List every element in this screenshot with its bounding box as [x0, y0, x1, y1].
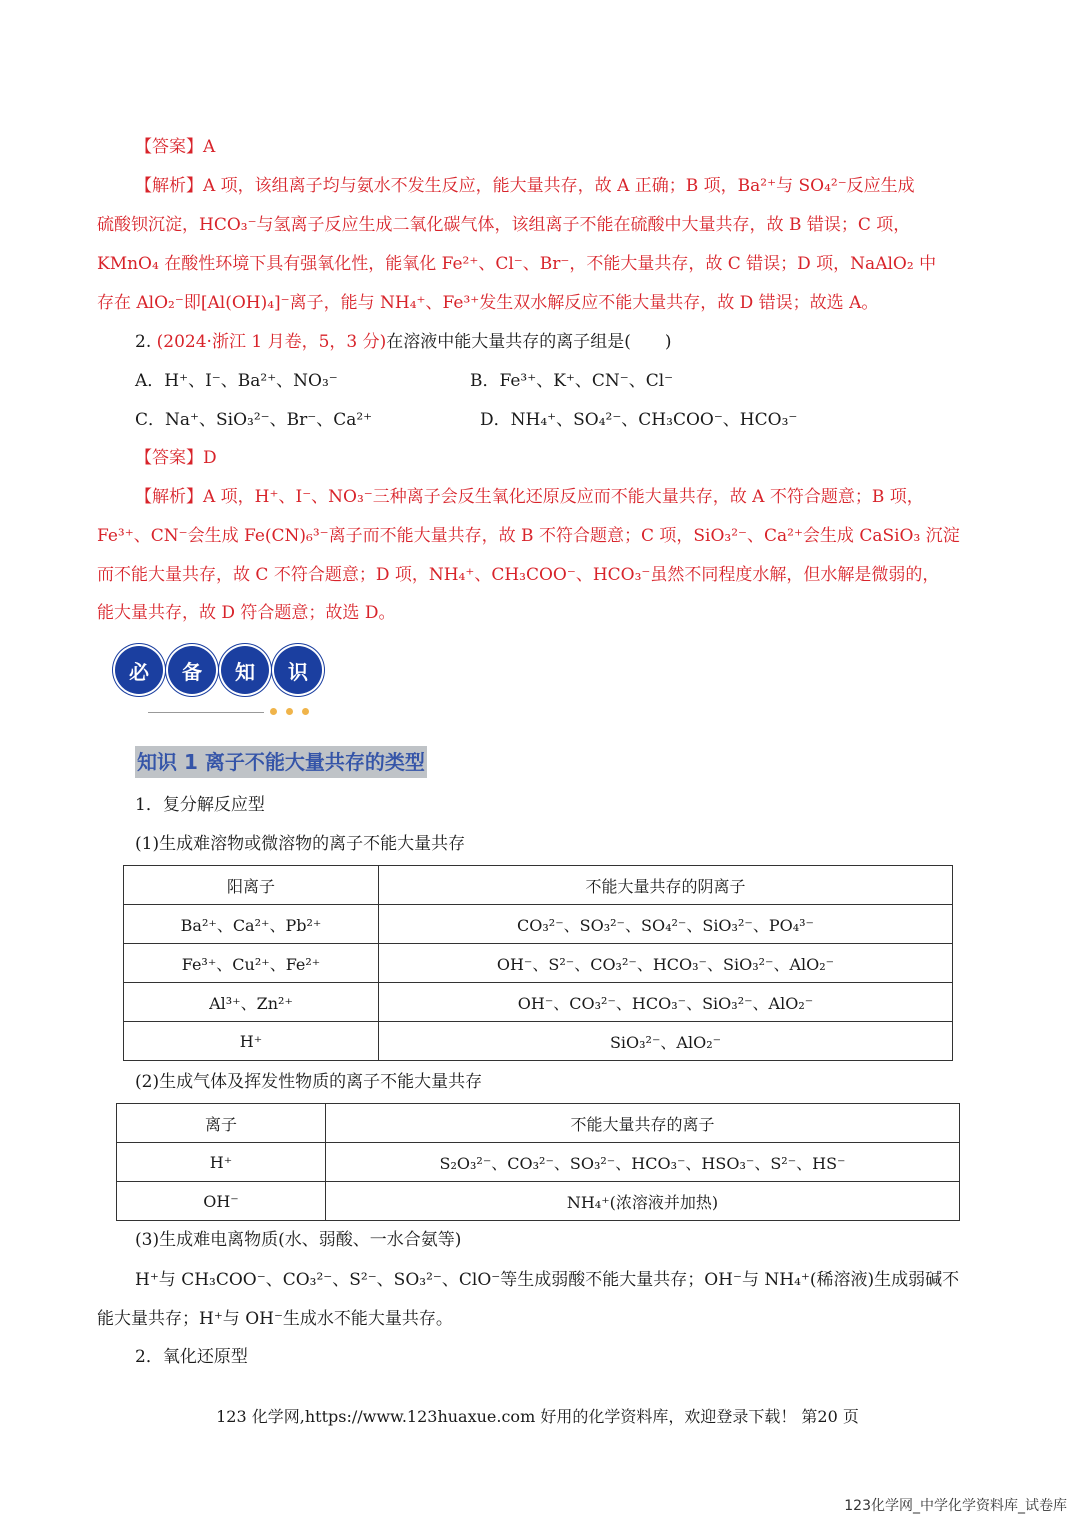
table-row	[117, 1182, 960, 1221]
option-c: C．Na⁺、SiO₃²⁻、Br⁻、Ca²⁺	[135, 410, 373, 430]
table-cell: H⁺	[124, 1022, 379, 1061]
badge-1: 必	[115, 646, 163, 694]
table-row	[124, 905, 953, 944]
option-d: D．NH₄⁺、SO₄²⁻、CH₃COO⁻、HCO₃⁻	[480, 410, 798, 430]
analysis-2-line-3: 而不能大量共存，故 C 不符合题意；D 项，NH₄⁺、CH₃COO⁻、HCO₃⁻虽然不同程度水解，但水解是微弱的，	[97, 565, 940, 585]
sub-2-heading: (2)生成气体及挥发性物质的离子不能大量共存	[135, 1072, 483, 1092]
sub-3-para-line-2: 能大量共存；H⁺与 OH⁻生成水不能大量共存。	[97, 1309, 453, 1329]
sub-3-para-line-1: H⁺与 CH₃COO⁻、CO₃²⁻、S²⁻、SO₃²⁻、ClO⁻等生成弱酸不能大量共存；OH⁻与 NH₄⁺(稀溶液)生成弱碱不	[135, 1270, 960, 1290]
table-header-cell: 不能大量共存的离子	[326, 1104, 960, 1143]
table-cell: OH⁻、S²⁻、CO₃²⁻、HCO₃⁻、SiO₃²⁻、AlO₂⁻	[379, 944, 953, 983]
table-cell: NH₄⁺(浓溶液并加热)	[326, 1182, 960, 1221]
analysis-1-line-3: KMnO₄ 在酸性环境下具有强氧化性，能氧化 Fe²⁺、Cl⁻、Br⁻，不能大量共存，故 C 错误；D 项，NaAlO₂ 中	[97, 254, 937, 274]
table-cell: Ba²⁺、Ca²⁺、Pb²⁺	[124, 905, 379, 944]
table-row	[117, 1143, 960, 1182]
table-row	[124, 983, 953, 1022]
table-insoluble	[123, 865, 953, 1061]
analysis-2-line-1: 【解析】A 项，H⁺、I⁻、NO₃⁻三种离子会反生氧化还原反应而不能大量共存，故 A 不符合题意；B 项，	[135, 487, 924, 507]
table-cell: CO₃²⁻、SO₃²⁻、SO₄²⁻、SiO₃²⁻、PO₄³⁻	[379, 905, 953, 944]
table-cell: Al³⁺、Zn²⁺	[124, 983, 379, 1022]
watermark: 123化学网_中学化学资料库_试卷库	[844, 1498, 1067, 1514]
option-b: B．Fe³⁺、K⁺、CN⁻、Cl⁻	[470, 371, 674, 391]
table-header-cell: 不能大量共存的阴离子	[379, 866, 953, 905]
table-header-cell: 离子	[117, 1104, 326, 1143]
badge-2: 备	[168, 646, 216, 694]
dot	[270, 708, 277, 715]
table-row	[124, 1022, 953, 1061]
table-header-row	[117, 1104, 960, 1143]
question-2-number: 2.	[135, 332, 152, 352]
analysis-1-line-1: 【解析】A 项，该组离子均与氨水不发生反应，能大量共存，故 A 正确；B 项，Ba²⁺与 SO₄²⁻反应生成	[135, 176, 915, 196]
question-2-source: (2024·浙江 1 月卷，5，3 分)	[156, 332, 387, 352]
analysis-1-line-4: 存在 AlO₂⁻即[Al(OH)₄]⁻离子，能与 NH₄⁺、Fe³⁺发生双水解反应不能大量共存，故 D 错误；故选 A。	[97, 293, 879, 313]
table-cell: SiO₃²⁻、AlO₂⁻	[379, 1022, 953, 1061]
badge-3: 知	[221, 646, 269, 694]
dot	[286, 708, 293, 715]
table-header-row	[124, 866, 953, 905]
table-cell: OH⁻	[117, 1182, 326, 1221]
option-a: A．H⁺、I⁻、Ba²⁺、NO₃⁻	[135, 371, 338, 391]
table-row	[124, 944, 953, 983]
knowledge-title: 知识 1 离子不能大量共存的类型	[135, 746, 427, 778]
table-cell: H⁺	[117, 1143, 326, 1182]
analysis-1-line-2: 硫酸钡沉淀，HCO₃⁻与氢离子反应生成二氧化碳气体，该组离子不能在硫酸中大量共存，故 B 错误；C 项，	[97, 215, 911, 235]
answer-2: 【答案】D	[135, 448, 217, 468]
answer-1: 【答案】A	[135, 137, 216, 157]
badge-4: 识	[274, 646, 322, 694]
question-2	[135, 330, 1025, 354]
page-footer: 123 化学网,https://www.123huaxue.com 好用的化学资料库，欢迎登录下载！ 第20 页	[216, 1407, 859, 1426]
table-gas	[116, 1103, 960, 1221]
table-header-cell: 阳离子	[124, 866, 379, 905]
section-2-heading: 2．氧化还原型	[135, 1347, 248, 1367]
section-1-heading: 1．复分解反应型	[135, 795, 265, 815]
analysis-2-line-4: 能大量共存，故 D 符合题意；故选 D。	[97, 603, 396, 623]
sub-1-heading: (1)生成难溶物或微溶物的离子不能大量共存	[135, 834, 466, 854]
section-badges	[115, 646, 322, 694]
table-cell: S₂O₃²⁻、CO₃²⁻、SO₃²⁻、HCO₃⁻、HSO₃⁻、S²⁻、HS⁻	[326, 1143, 960, 1182]
table-cell: OH⁻、CO₃²⁻、HCO₃⁻、SiO₃²⁻、AlO₂⁻	[379, 983, 953, 1022]
question-2-stem: 在溶液中能大量共存的离子组是( )	[386, 332, 672, 352]
decorative-divider	[148, 712, 264, 713]
decorative-dots	[270, 708, 309, 715]
sub-3-heading: (3)生成难电离物质(水、弱酸、一水合氨等)	[135, 1230, 462, 1250]
dot	[302, 708, 309, 715]
table-cell: Fe³⁺、Cu²⁺、Fe²⁺	[124, 944, 379, 983]
analysis-2-line-2: Fe³⁺、CN⁻会生成 Fe(CN)₆³⁻离子而不能大量共存，故 B 不符合题意；C 项，SiO₃²⁻、Ca²⁺会生成 CaSiO₃ 沉淀	[97, 526, 960, 546]
